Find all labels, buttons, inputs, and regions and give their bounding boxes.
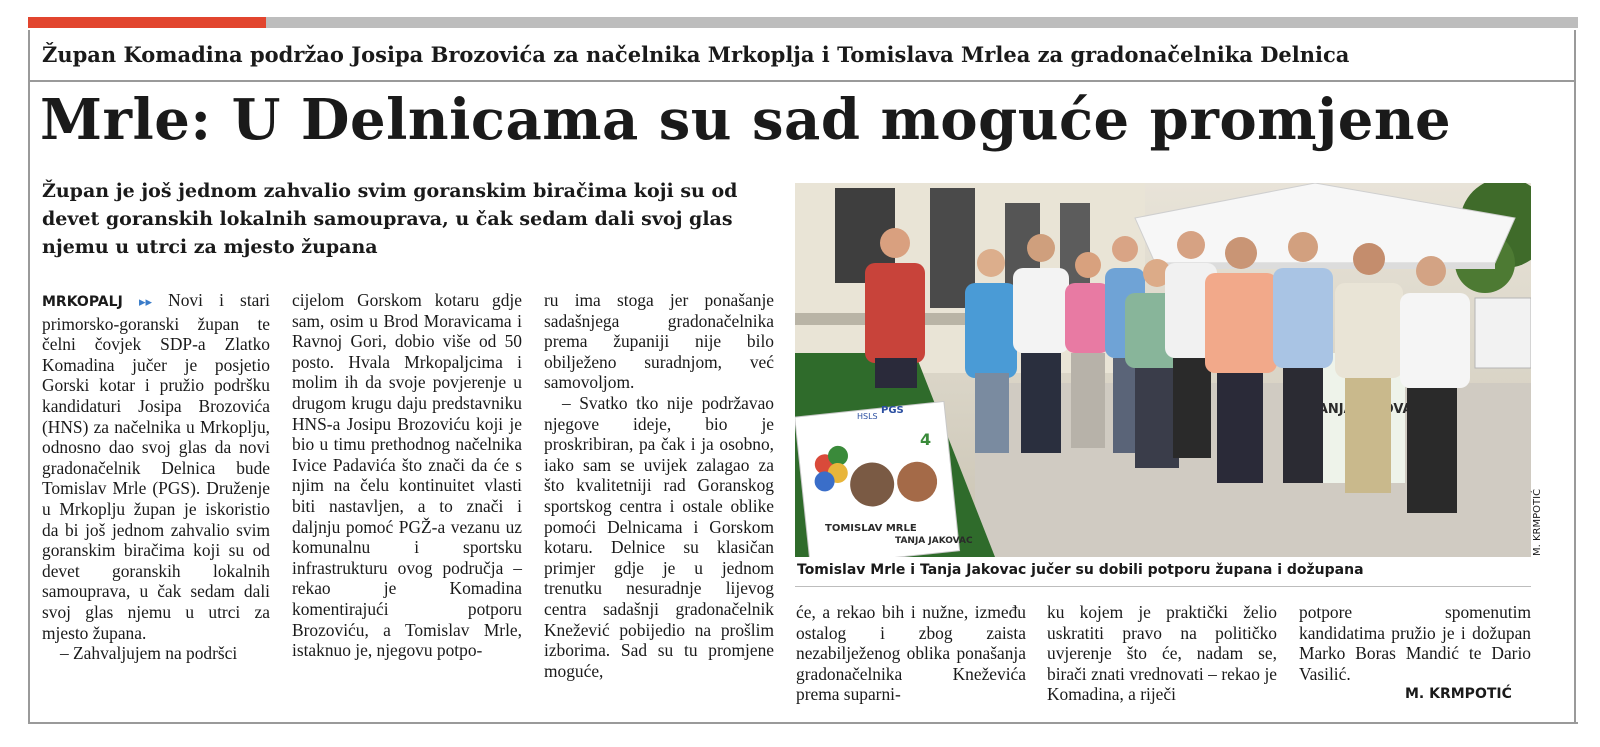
- kicker: Župan Komadina podržao Josipa Brozovića za načelnika Mrkoplja i Tomislava Mrlea za gradonačelnika Delnica: [42, 42, 1350, 67]
- text-column-1: [42, 290, 270, 664]
- text-column-6: [1299, 602, 1531, 684]
- paragraph: ku kojem je praktički želio uskratiti pravo na političko uvjerenje što će, nadam se, birači znati vrednovati – rekao je Komadina, a riječi: [1047, 602, 1277, 705]
- poster-logo-hsls: HSLS: [857, 412, 878, 421]
- dateline: MRKOPALJ: [42, 294, 123, 310]
- photo-caption: Tomislav Mrle i Tanja Jakovac jučer su dobili potporu župana i dožupana: [797, 562, 1364, 578]
- paragraph: – Zahvaljujem na podršci: [60, 643, 238, 664]
- bottom-rule: [28, 722, 1578, 724]
- poster-name-1: TOMISLAV MRLE: [825, 523, 917, 534]
- paragraph: Novi i stari primorsko-goranski župan te čelni čovjek SDP-a Zlatko Komadina jučer je posjetio Gorski kotar i pružio podršku kandidaturi Josipa Brozovića (HNS) za načelnika u Mrkoplju, odnosno dao svoj glas da novi gradonačelnik Delnica bude Tomislav Mrle (PGS). Druženje u Mrkoplju župan je iskoristio da bi još jednom zahvalio svim goranskim biračima koji su od devet goranskih lokalnih samouprava, u čak sedam dali svoj glas njemu u utrci za mjesto župana.: [42, 290, 270, 643]
- poster-logo-pgs: PGS: [881, 405, 904, 416]
- paragraph: – Svatko tko nije podržavao njegove ideje, bio je proskribiran, pa čak i ja osobno, iako sam se uvijek zalagao za što kvalitetniji rad Goranskog sportskog centra i ostale oblike pomoći Delnicama i Gorskom kotaru. Delnice su klasičan primjer gdje je u jednom trenutku nesuradnje lijevog centra sadašnji gradonačelnik Knežević pobijedio na prošlim izborima. Sad su tu promjene moguće,: [544, 392, 774, 681]
- paragraph: ru ima stoga jer ponašanje sadašnjega gradonačelnika prema županiji nije bilo obilježeno suradnjom, već samovoljom.: [544, 290, 774, 393]
- news-photo: [795, 183, 1531, 557]
- text-column-5: [1047, 602, 1277, 705]
- banner-text: TANJA: [1310, 402, 1354, 417]
- paragraph: će, a rekao bih i nužne, između ostalog i zbog zaista nezabilježenog oblika ponašanja gradonačelnika Kneževića prema suparni-: [796, 602, 1026, 705]
- text-column-2: [292, 290, 522, 661]
- headline: Mrle: U Delnicama su sad moguće promjene: [40, 87, 1452, 153]
- section-accent-bar: [28, 17, 266, 28]
- photo-credit: M. KRMPOTIĆ: [1532, 488, 1543, 556]
- paragraph: cijelom Gorskom kotaru gdje sam, osim u Brod Moravicama i Ravnoj Gori, dobio više od 50 posto. Hvala Mrkopaljcima i molim ih da svoje povjerenje u drugom krugu daju predstavniku HNS-a Josipu Brozoviću koji je bio u timu prethodnog načelnika Ivice Padavića što znači da će s njim na čelu kontinuitet vlasti biti nastavljen, a to znači i daljnju pomoć PGŽ-a vezanu uz komunalnu i sportsku infrastrukturu ovog područja – rekao je Komadina komentirajući potporu Brozoviću, a Tomislav Mrle, istaknuo je, njegovu potpo-: [292, 290, 522, 661]
- poster-number: 4: [920, 430, 932, 449]
- text-column-4: [796, 602, 1026, 705]
- poster-name-2: TANJA JAKOVAC: [895, 536, 973, 546]
- deck: Župan je još jednom zahvalio svim goranskim biračima koji su od devet goranskih lokalnih samouprava, u čak sedam dali svoj glas njemu u utrci za mjesto župana: [42, 180, 738, 258]
- dateline-arrow-icon: ▸▸: [138, 295, 152, 310]
- paragraph: potpore spomenutim kandidatima pružio je i dožupan Marko Boras Mandić te Dario Vasilić.: [1299, 602, 1531, 684]
- kicker-rule: [30, 80, 1576, 82]
- text-column-3: [544, 290, 774, 681]
- caption-rule: [795, 586, 1531, 587]
- byline: M. KRMPOTIĆ: [1405, 686, 1512, 702]
